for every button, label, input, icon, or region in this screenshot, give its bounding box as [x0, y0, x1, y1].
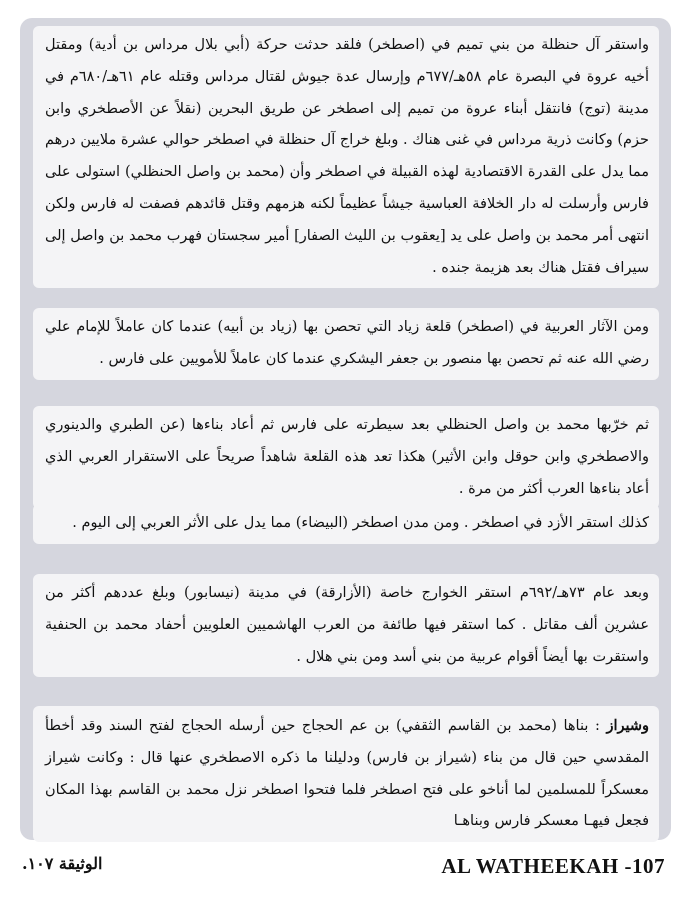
paragraph-text: ومن الآثار العربية في (اصطخر) قلعة زياد التي تحصن بها (زياد بن أبيه) عندما كان عاملاً للإمام علي رضي الله عنه ثم تحصن بها منصور بن جعفر اليشكري عندما كان عاملاً للأمويين على فارس . — [45, 319, 649, 367]
paragraph-hanzala-in-istakhr — [33, 26, 659, 288]
paragraph-nishapur — [33, 574, 659, 677]
paragraph-text: واستقر آل حنظلة من بني تميم في (اصطخر) فلقد حدثت حركة (أبي بلال مرداس بن أدية) ومقتل أخيه عروة في البصرة عام ٥٨هـ/٦٧٧م وإرسال عدة جيوش لقتال مرداس وقتله عام ٦١هـ/٦٨٠م في مدينة (توج) فانتقل أبناء عروة من تميم إلى اصطخر عن طريق البحرين (نقلاً عن الأصطخري وابن حزم) وكانت ذرية مرداس في غنى هناك . وبلغ خراج آل حنظلة في اصطخر حوالي عشرة ملايين درهم مما يدل على القدرة الاقتصادية لهذه القبيلة في اصطخر وأن (محمد بن واصل الحنظلي) استولى على فارس وأرسلت له دار الخلافة العباسية جيشاً عظيماً لكنه هزمهم وقتل قائدهم فصفت له فارس ولكن انتهى أمر محمد بن واصل على يد [يعقوب بن الليث الصفار] أمير سجستان فهرب محمد بن واصل إلى سيراف فقتل هناك بعد هزيمة جنده . — [45, 37, 650, 276]
paragraph-castle-rebuilt — [33, 406, 659, 509]
paragraph-azd-in-istakhr — [33, 504, 659, 544]
page-footer — [20, 848, 671, 888]
paragraph-ziyad-castle — [33, 308, 659, 380]
article-text-box — [20, 18, 671, 840]
paragraph-shiraz — [33, 706, 659, 842]
footer-english-page-label: AL WATHEEKAH -107 — [441, 854, 665, 878]
footer-arabic-page-label: الوثيقة ١٠٧. — [22, 854, 103, 873]
paragraph-text: كذلك استقر الأزد في اصطخر . ومن مدن اصطخر (البيضاء) مما يدل على الأثر العربي إلى اليوم . — [72, 515, 649, 531]
paragraph-text: ثم خرّبها محمد بن واصل الحنظلي بعد سيطرته على فارس ثم أعاد بناءها (عن الطبري والدينوري والاصطخري وابن حوقل وابن الأثير) هكذا تعد هذه القلعة شاهداً صريحاً على الاستقرار العربي الذي أعاد بناءها العرب أكثر من مرة . — [45, 417, 649, 497]
paragraph-text: : بناها (محمد بن القاسم الثقفي) بن عم الحجاج حين أرسله الحجاج لفتح السند وقد أخطأ المقدسي حين قال من بناء (شيراز بن فارس) ودليلنا ما ذكره الاصطخري عنها قال : وكانت شيراز معسكراً للمسلمين لما أناخو على فتح اصطخر فلما فتحوا اصطخر نزل محمد بن القاسم بهذا المكان فجعل فيهـا معسكر فارس وبناهـا — [45, 718, 649, 830]
paragraph-lead-word: وشيراز — [606, 717, 649, 734]
paragraph-text: وبعد عام ٧٣هـ/٦٩٢م استقر الخوارج خاصة (الأزارقة) في مدينة (نيسابور) وبلغ عددهم أكثر من عشرين ألف مقاتل . كما استقر فيها طائفة من العرب الهاشميين العلويين أحفاد محمد بن الحنفية واستقرت بها أيضاً أقوام عربية من بني أسد ومن بني هلال . — [45, 585, 649, 665]
